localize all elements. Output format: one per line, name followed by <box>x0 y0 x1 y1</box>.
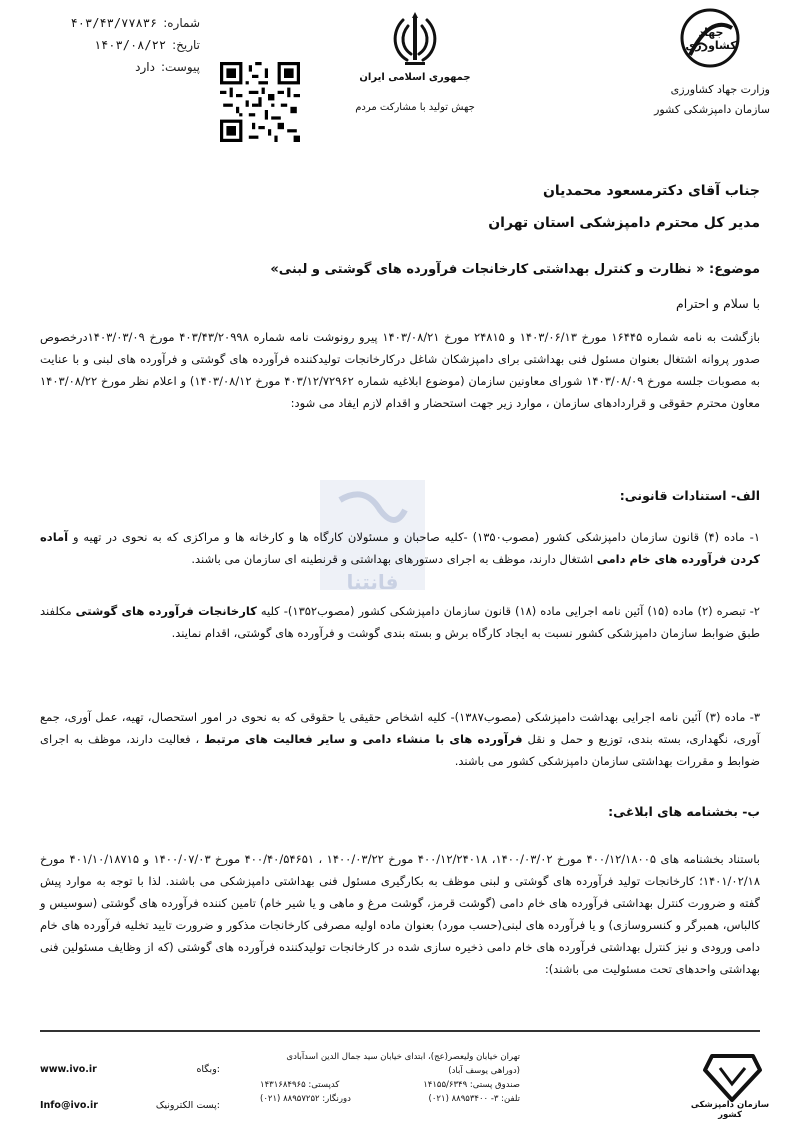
section-b-body: باستناد بخشنامه های ۴۰۰/۱۲/۱۸۰۰۵ مورخ ۱۴۰۰/۰۳/۰۲، ۴۰۰/۱۲/۲۴۰۱۸ مورخ ۱۴۰۰/۰۳/۲۲ ، ۴۰۰/۴۰/۵۴۶۵۱ مورخ ۱۴۰۰/۰۷/۰۳ و ۴۰۱/۱۰/۱۸۷۱۵ مورخ ۱۴۰۱/۰۲/۱۸؛ کارخانجات تولید فرآورده های گوشتی و لبنی موظف به بکارگیری مسئول فنی بهداشتی دامپزشکی می باشند. لذا با توجه به موارد پیش گفته و ضرورت کنترل بهداشتی فرآورده های خام دامی (گوشت قرمز، گوشت مرغ و ماهی و یا شیر خام) تامین کننده فرآورده های گوشتی (سوسیس و کالباس، همبرگر و کنسروسازی) و یا فرآورده های لبنی(حسب مورد) بعنوان ماده اولیه مصرفی کارخانجات مذکور و ضرورت تایید تخلیه فرآورده های خام دامی ورودی و نیز کنترل بهداشتی فرآورده های خام دامی ذخیره سازی شده در کارخانجات تولیدکننده فرآورده های گوشتی (که از وظایف مسئولین فنی بهداشتی واحدهای تحت مسئولیت می باشند): <box>40 852 761 976</box>
slogan: جهش تولید با مشارکت مردم <box>355 102 475 113</box>
attachment-label: پیوست: <box>160 60 200 74</box>
footer-website-row <box>40 1052 220 1088</box>
legal-item-3 <box>40 706 760 772</box>
footer-website[interactable]: www.ivo.ir <box>40 1064 97 1075</box>
letter-number: ۴۰۳/۴۳/۷۷۸۳۶ <box>70 16 158 30</box>
footer-address: تهران خیابان ولیعصر(عج)، ابتدای خیابان سید جمال الدین اسدآبادی (دوراهی یوسف آباد) <box>286 1052 520 1076</box>
footer-postal-code: کدپستی: ۱۴۳۱۶۸۴۹۶۵ <box>260 1080 340 1090</box>
greeting: با سلام و احترام <box>676 296 760 311</box>
ministry-block <box>610 80 770 120</box>
attachment-row <box>40 56 200 78</box>
letter-date: ۱۴۰۳/۰۸/۲۲ <box>93 38 167 52</box>
section-a-title: الف- استنادات قانونی: <box>619 488 760 503</box>
iran-emblem-icon <box>385 10 445 70</box>
legal-item-2-part-a: ۲- تبصره (۲) ماده (۱۵) آئین نامه اجرایی ماده (۱۸) قانون سازمان دامپزشکی کشور (مصوب۱۳۵۲)- کلیه <box>256 604 760 618</box>
letter-date-label: تاریخ: <box>172 38 200 52</box>
ministry-name: وزارت جهاد کشاورزی <box>670 83 770 96</box>
legal-item-1-part-a: ۱- ماده (۴) قانون سازمان دامپزشکی کشور (مصوب۱۳۵۰) -کلیه صاحبان و مسئولان کارگاه ها و کارخانه ها و مراکزی که به نحوی در تهیه و <box>68 530 760 544</box>
letter-date-row <box>40 34 200 56</box>
republic-label: جمهوری اسلامی ایران <box>359 72 471 83</box>
jahad-logo-text: جهاد کشاورزی <box>685 26 737 52</box>
recipient-title: مدیر کل محترم دامپزشکی استان تهران <box>488 215 760 231</box>
organization-name: سازمان دامپزشکی کشور <box>654 103 770 116</box>
legal-item-1-bold: آماده کردن فرآورده های خام دامی <box>40 530 760 566</box>
footer-address-block <box>260 1050 520 1106</box>
legal-item-3-bold: فرآورده های با منشاء دامی و سایر فعالیت های مرتبط <box>204 732 523 746</box>
legal-item-1 <box>40 526 760 570</box>
legal-item-3-part-a: ۳- ماده (۳) آئین نامه اجرایی بهداشت دامپزشکی (مصوب۱۳۸۷)- کلیه اشخاص حقیقی یا حقوقی که به نحوی در امور استحصال، تهیه، عمل آوری، جمع آوری، نگهداری، بسته بندی، توزیع و حمل و نقل <box>40 710 760 746</box>
ivo-logo-caption: سازمان دامپزشکی کشور <box>690 1100 770 1120</box>
attachment-value: دارد <box>135 60 155 74</box>
letter-meta <box>40 12 200 78</box>
footer-email-row <box>40 1088 220 1124</box>
footer-divider <box>40 1030 760 1032</box>
footer-contact-block <box>40 1052 220 1124</box>
legal-item-2-part-b: مکلفند طبق ضوابط سازمان دامپزشکی کشور نسبت به ایجاد کارگاه برش و بسته بندی گوشت و فرآورده های گوشتی، اقدام نمایند. <box>40 604 760 640</box>
watermark-text: فانتنا <box>346 570 399 594</box>
subject-line: موضوع: « نظارت و کنترل بهداشتی کارخانجات فرآورده های گوشتی و لبنی» <box>270 262 760 277</box>
footer-website-label: وبگاه: <box>196 1064 220 1075</box>
footer-fax: دورنگار: ۸۸۹۵۷۲۵۲ (۰۲۱) <box>260 1094 351 1104</box>
recipient-block <box>60 175 760 239</box>
footer-phone: تلفن: ۳- ۸۸۹۵۳۴۰۰ (۰۲۱) <box>428 1094 520 1104</box>
footer-postal-row <box>260 1078 520 1092</box>
letter-number-label: شماره: <box>163 16 200 30</box>
footer-phone-row <box>260 1092 520 1106</box>
recipient-name: جناب آقای دکترمسعود محمدیان <box>542 183 760 199</box>
legal-item-2-bold: کارخانجات فرآورده های گوشتی <box>75 604 257 618</box>
intro-paragraph: بازگشت به نامه شماره ۱۶۴۴۵ مورخ ۱۴۰۳/۰۶/۱۳ و ۲۴۸۱۵ مورخ ۱۴۰۳/۰۸/۲۱ پیرو رونوشت نامه شماره ۴۰۳/۴۳/۲۰۹۹۸ مورخ ۱۴۰۳/۰۳/۰۹درخصوص صدور پروانه اشتغال بعنوان مسئول فنی بهداشتی برای دامپزشکان شاغل درکارخانجات تولیدکننده فرآورده های گوشتی و فرآورده های لبنی و با عنایت به مصوبات جلسه مورخ ۱۴۰۳/۰۸/۰۹ شورای معاونین سازمان (موضوع ابلاغیه شماره ۴۰۳/۱۲/۷۲۹۶۲ مورخ ۱۴۰۳/۰۸/۱۲) و اعلام نظر مورخ ۱۴۰۳/۰۸/۲۲ معاون محترم حقوقی و قراردادهای سازمان ، موارد زیر جهت استحضار و اقدام لازم ایفاد می شود: <box>40 330 761 410</box>
footer-email-label: پست الکترونیک: <box>155 1100 220 1111</box>
qr-code-icon <box>220 62 300 142</box>
section-b-title: ب- بخشنامه های ابلاغی: <box>608 804 760 819</box>
legal-item-3-part-b: ، فعالیت دارند، موظف به اجرای ضوابط و مقررات بهداشتی سازمان دامپزشکی کشور می باشند. <box>40 732 760 768</box>
footer-email[interactable]: Info@ivo.ir <box>40 1100 98 1111</box>
legal-item-2 <box>40 600 760 644</box>
footer-po-box: صندوق پستی: ۱۴۱۵۵/۶۳۴۹ <box>423 1080 520 1090</box>
letter-number-row <box>40 12 200 34</box>
legal-item-1-part-b: اشتغال دارند، موظف به اجرای دستورهای بهداشتی و قرنطینه ای سازمان می باشند. <box>191 552 597 566</box>
